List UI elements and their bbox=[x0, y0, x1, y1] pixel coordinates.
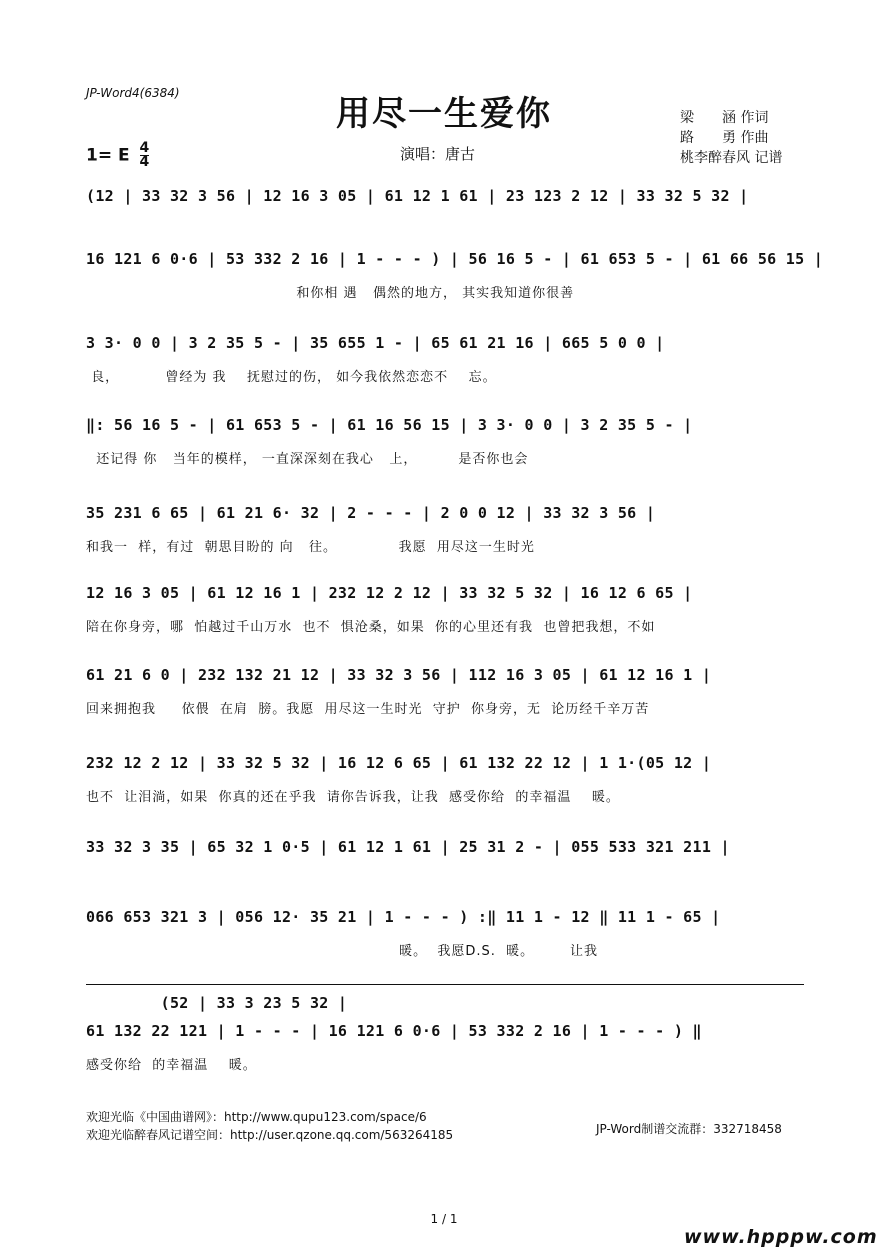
lyric-line: 暖。 我愿D.S. 暖。 让我 bbox=[86, 944, 599, 959]
notation-line: (52 | 33 3 23 5 32 | bbox=[86, 994, 348, 1012]
lyricist-credit: 梁 涵 作词 bbox=[680, 110, 769, 126]
notation-line: 35 231 6 65 | 61 21 6· 32 | 2 - - - | 2 0 0 12 | 33 32 3 56 | bbox=[86, 504, 656, 522]
singer-credit: 演唱：唐古 bbox=[400, 145, 476, 163]
lyric-line: 感受你给 的幸福温 暖。 bbox=[86, 1058, 257, 1073]
site-watermark: www.hpppw.com bbox=[684, 1226, 878, 1248]
song-title: 用尽一生爱你 bbox=[336, 94, 552, 134]
notation-line: 232 12 2 12 | 33 32 5 32 | 16 12 6 65 | 61 132 22 12 | 1 1·(05 12 | bbox=[86, 754, 712, 772]
lyric-line: 还记得 你 当年的模样， 一直深深刻在我心 上， 是否你也会 bbox=[86, 452, 529, 467]
key-label: 1= E bbox=[86, 145, 130, 166]
ending-bracket-line bbox=[86, 984, 804, 985]
lyric-line: 也不 让泪淌，如果 你真的还在乎我 请你告诉我，让我 感受你给 的幸福温 暖。 bbox=[86, 790, 620, 805]
notation-line: 33 32 3 35 | 65 32 1 0·5 | 61 12 1 61 | 25 31 2 - | 055 533 321 211 | bbox=[86, 838, 730, 856]
time-signature bbox=[140, 142, 150, 169]
footer-link-qupu[interactable]: 欢迎光临《中国曲谱网》：http://www.qupu123.com/space/6 bbox=[86, 1110, 427, 1124]
notation-line: ‖: 56 16 5 - | 61 653 5 - | 61 16 56 15 | 3 3· 0 0 | 3 2 35 5 - | bbox=[86, 416, 693, 434]
notation-line: (12 | 33 32 3 56 | 12 16 3 05 | 61 12 1 61 | 23 123 2 12 | 33 32 5 32 | bbox=[86, 187, 749, 205]
composer-credit: 路 勇 作曲 bbox=[680, 130, 769, 146]
notation-line: 066 653 321 3 | 056 12· 35 21 | 1 - - - ) :‖ 11 1 - 12 ‖ 11 1 - 65 | bbox=[86, 908, 721, 926]
key-signature bbox=[86, 142, 149, 169]
transcriber-credit: 桃李醉春风 记谱 bbox=[680, 150, 783, 166]
notation-line: 61 21 6 0 | 232 132 21 12 | 33 32 3 56 | 112 16 3 05 | 61 12 16 1 | bbox=[86, 666, 712, 684]
time-numerator: 4 bbox=[139, 140, 150, 156]
page-number: 1 / 1 bbox=[430, 1212, 458, 1226]
notation-line: 61 132 22 121 | 1 - - - | 16 121 6 0·6 | 53 332 2 16 | 1 - - - ) ‖ bbox=[86, 1022, 702, 1040]
time-denominator: 4 bbox=[139, 154, 150, 170]
footer-links bbox=[86, 1108, 453, 1144]
notation-line: 16 121 6 0·6 | 53 332 2 16 | 1 - - - ) | 56 16 5 - | 61 653 5 - | 61 66 56 15 | bbox=[86, 250, 824, 268]
lyric-line: 良， 曾经为 我 抚慰过的伤， 如今我依然恋恋不 忘。 bbox=[86, 370, 497, 385]
lyric-line: 和你相 遇 偶然的地方， 其实我知道你很善 bbox=[86, 286, 575, 301]
notation-line: 3 3· 0 0 | 3 2 35 5 - | 35 655 1 - | 65 61 21 16 | 665 5 0 0 | bbox=[86, 334, 665, 352]
footer-link-qzone[interactable]: 欢迎光临醉春风记谱空间：http://user.qzone.qq.com/563264185 bbox=[86, 1128, 454, 1142]
lyric-line: 和我一 样，有过 朝思目盼的 向 往。 我愿 用尽这一生时光 bbox=[86, 540, 535, 555]
lyric-line: 回来拥抱我 依偎 在肩 膀。我愿 用尽这一生时光 守护 你身旁，无 论历经千辛万苦 bbox=[86, 702, 650, 717]
lyric-line: 陪在你身旁，哪 怕越过千山万水 也不 惧沧桑，如果 你的心里还有我 也曾把我想，不如 bbox=[86, 620, 656, 635]
notation-line: 12 16 3 05 | 61 12 16 1 | 232 12 2 12 | 33 32 5 32 | 16 12 6 65 | bbox=[86, 584, 693, 602]
qq-group: JP-Word制谱交流群：332718458 bbox=[596, 1122, 782, 1136]
software-tag: JP-Word4(6384) bbox=[86, 86, 180, 100]
author-credits bbox=[680, 108, 782, 168]
